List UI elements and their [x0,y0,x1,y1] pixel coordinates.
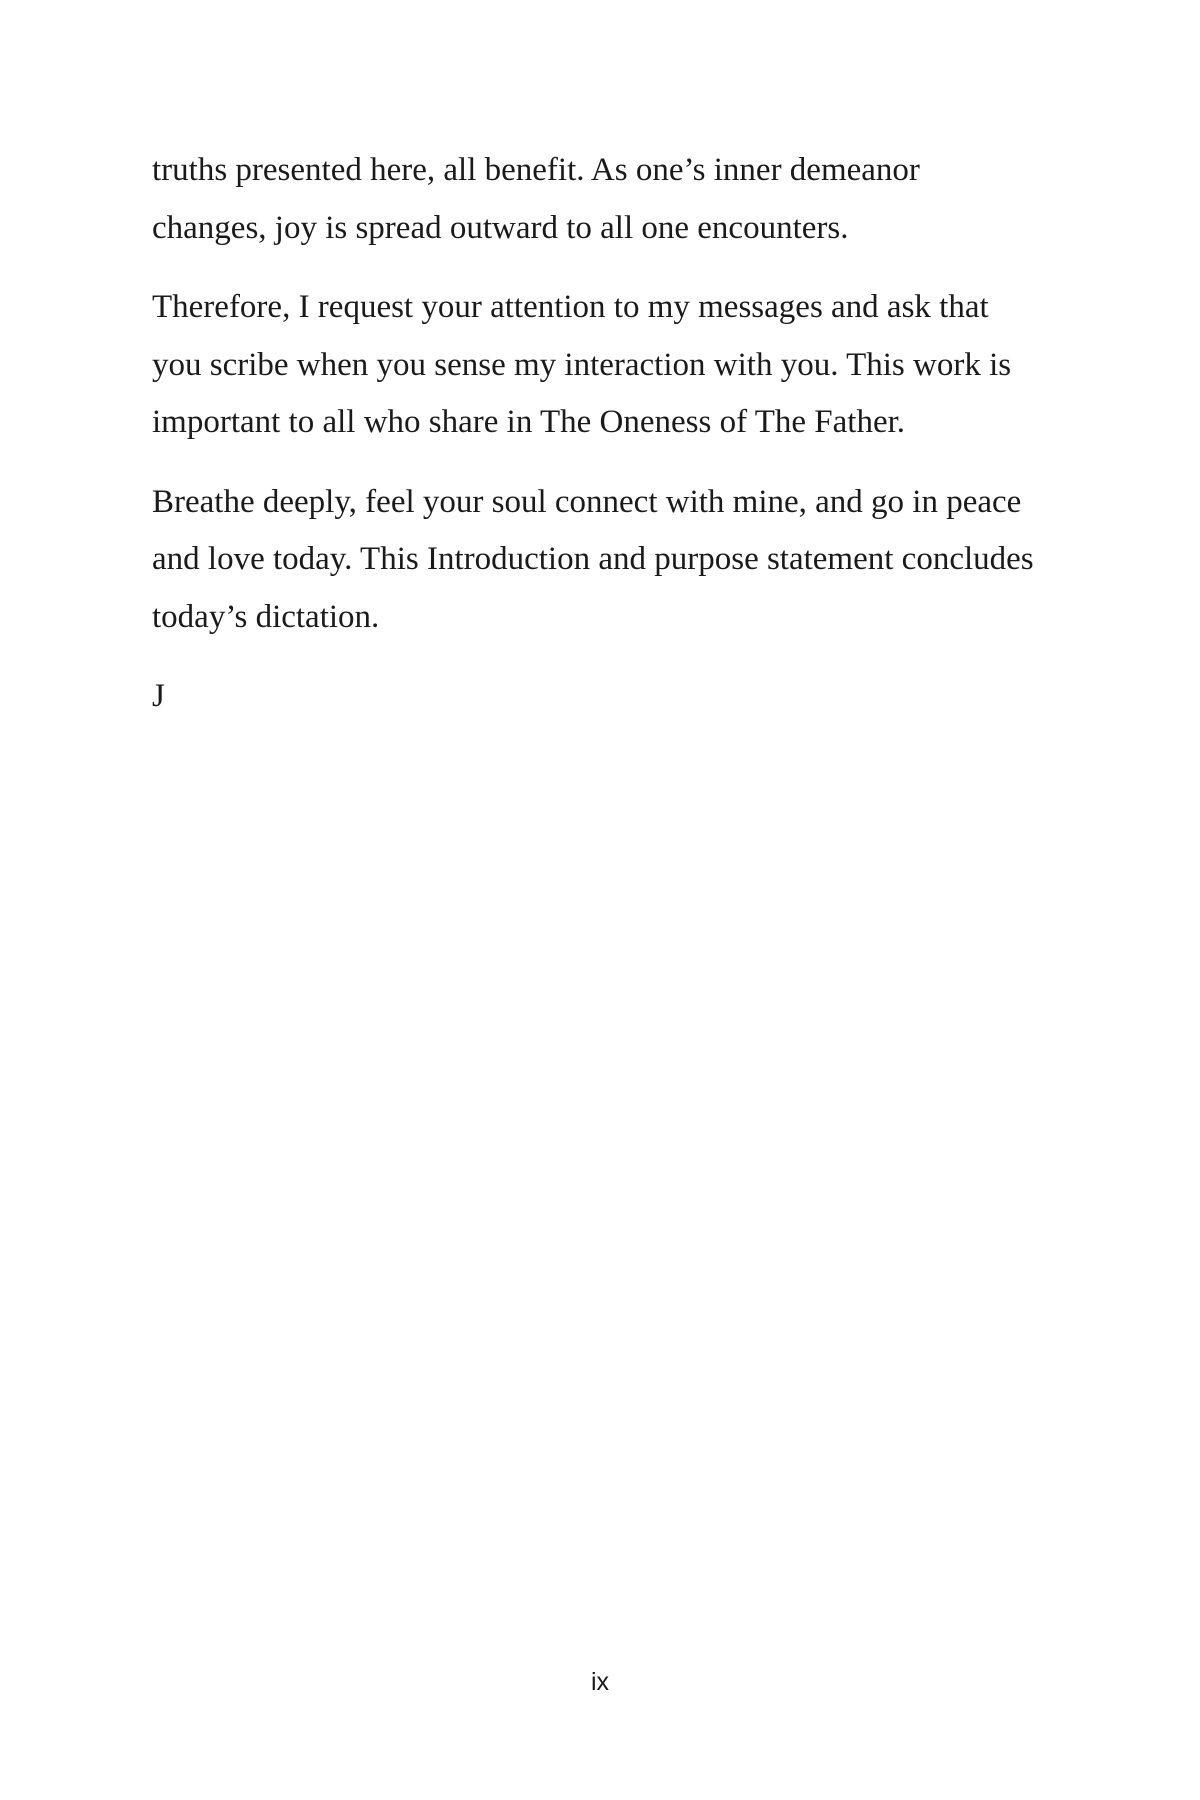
paragraph-line: truths presented here, all benefit. As one’s inner demeanor [152,152,920,188]
paragraph-1 [152,142,1062,257]
paragraph-line: Therefore, I request your attention to my messages and ask that [152,289,989,325]
paragraph-line: you scribe when you sense my interaction with you. This work is [152,346,1012,383]
paragraph-line: and love today. This Introduction and purpose statement concludes [152,541,1034,577]
paragraph-line: important to all who share in The Oneness of The Father. [152,404,906,440]
paragraph-line: changes, joy is spread outward to all one encounters. [152,209,849,246]
paragraph-line: today’s dictation. [152,598,380,635]
signature: J [152,678,165,714]
paragraph-line: Breathe deeply, feel your soul connect with mine, and go in peace [152,483,1022,520]
paragraph-3 [152,474,1062,647]
page-number: ix [590,1668,610,1696]
paragraph-2 [152,279,1062,452]
body-text [152,142,1062,726]
